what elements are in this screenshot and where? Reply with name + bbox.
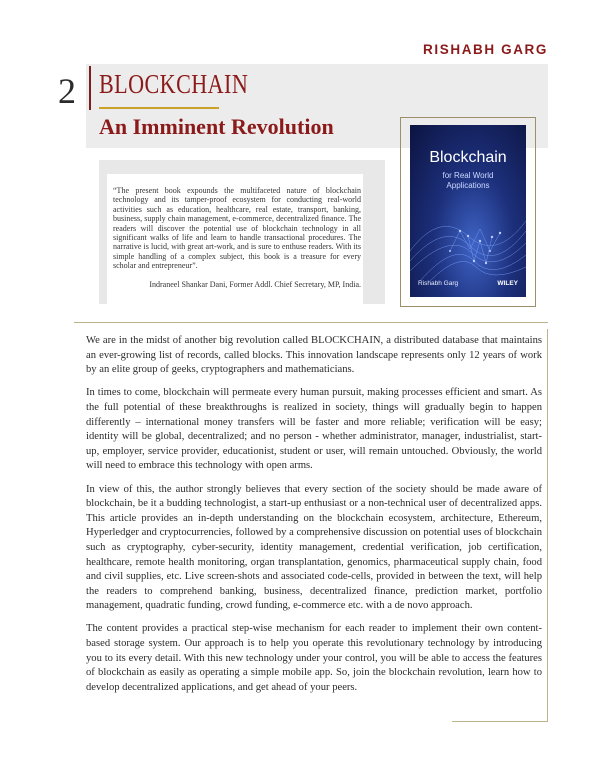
quote-attribution: Indraneel Shankar Dani, Former Addl. Chief Secretary, MP, India. [149, 280, 361, 289]
body-top-rule [74, 322, 548, 323]
chapter-divider [89, 66, 91, 110]
body-paragraph: The content provides a practical step-wise mechanism for each reader to implement their own content-based storage system. Our approach is to help you operate this revolutionary technology by introducing you to its every detail. With this new technology under your control, you will be able to access the features of blockchain as easily as operating a simple mobile app. So, join the blockchain revolution, learn how to develop decentralized applications, and get ahead of your peers. [86, 623, 542, 693]
body-paragraph: We are in the midst of another big revolution called BLOCKCHAIN, a distributed database that maintains an ever-growing list of records, called blocks. This innovation landscape represents only 12 years of work by an elite group of geeks, cryptographers and mathematicians. [86, 335, 542, 376]
body-paragraph: In view of this, the author strongly believes that every section of the society should be made aware of blockchain, be it a budding technologist, a start-up enthusiast or a non-technical user of decentralized apps. This article provides an in-depth understanding on the blockchain ecosystem, architecture, Ethereum, Hyperledger and cryptocurrencies, followed by a comprehensive discussion on potential uses of blockchain such as cryptography, cyber-security, identity management, credential verification, job certification, healthcare, remote health monitoring, organ transplantation, genomics, pharmaceutical supply chain, food and civil supplies, etc. Live screen-shots and associated code-cells, provided in between the text, will help the readers to comprehend banking, business, decentralized finance, prediction market, portfolio management, quadratic funding, crowd funding, e-commerce etc. with a de novo approach. [86, 483, 542, 612]
book-subtitle-line2: Applications [446, 181, 490, 190]
book-title: Blockchain [429, 149, 507, 166]
book-author: Rishabh Garg [418, 280, 459, 287]
author-name: RISHABH GARG [423, 42, 548, 57]
body-text [86, 334, 542, 704]
book-subtitle-line1: for Real World [442, 171, 494, 180]
page-title: BLOCKCHAIN [99, 69, 249, 99]
title-underline [99, 107, 219, 109]
body-paragraph: In times to come, blockchain will permeate every human pursuit, making processes efficient and smart. As the full potential of these breakthroughs is realized in society, things will gradually begin to happen differently – international money transfers will be faster and more reliable; verification will be easy; identity will be global, decentralized; and no person - whether administrator, manager, industrialist, start-up, employer, service provider, educationist, student or user, will remain untouched. Obviously, the world will need to embrace this technology with open arms. [86, 387, 542, 472]
quote-text: “The present book expounds the multifaceted nature of blockchain technology and its tamper-proof ecosystem for conducting real-world activities such as education, healthcare, real estate, transport, banking, business, supply chain management, e-commerce, decentralized finance. The readers will discover the potential use of blockchain technology in all significant walks of life and learn to handle transactional procedures. The narrative is lucid, with great art-work, and is sure to enthuse readers. With its simple handling of a complex subject, this book is a treasure for every scholar and entrepreneur”. [113, 186, 361, 271]
book-cover [410, 125, 526, 297]
book-publisher: WILEY [497, 280, 518, 287]
chapter-number: 2 [58, 71, 76, 111]
body-bottom-rule [452, 721, 548, 722]
page-subtitle: An Imminent Revolution [99, 114, 334, 139]
body-side-rule [547, 329, 548, 722]
network-graphic-icon [410, 191, 526, 281]
